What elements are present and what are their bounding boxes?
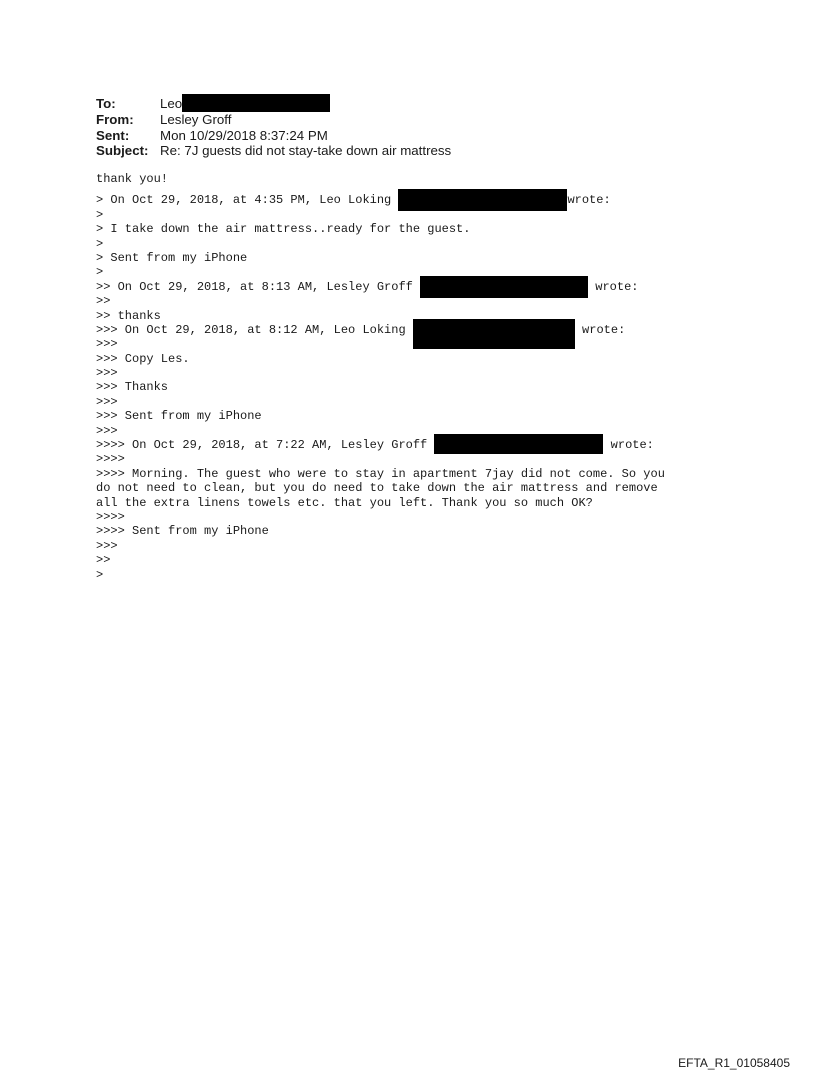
quote-line: > xyxy=(96,265,104,280)
document-id: EFTA_R1_01058405 xyxy=(678,1056,790,1070)
redaction-bar xyxy=(398,189,567,211)
subject-label: Subject: xyxy=(96,143,149,158)
reply-text: thank you! xyxy=(96,172,169,186)
quote-line: >> thanks xyxy=(96,308,161,323)
from-value: Lesley Groff xyxy=(160,112,232,127)
quote-line: >>> xyxy=(96,337,118,352)
quote-line: >>>> xyxy=(96,509,125,524)
quote-line: >>> Sent from my iPhone xyxy=(96,409,262,424)
sent-row xyxy=(96,128,451,144)
subject-value: Re: 7J guests did not stay-take down air mattress xyxy=(160,143,452,158)
from-row xyxy=(96,112,451,128)
quote-line: >> On Oct 29, 2018, at 8:13 AM, Lesley Groff wrote: xyxy=(96,280,736,294)
quote-line: >>> On Oct 29, 2018, at 8:12 AM, Leo Loking wrote: xyxy=(96,323,736,337)
quote-line: >>>> On Oct 29, 2018, at 7:22 AM, Lesley Groff wrote: xyxy=(96,438,736,452)
redaction-bar xyxy=(182,94,330,112)
quote-line: > Sent from my iPhone xyxy=(96,250,248,265)
redaction-bar xyxy=(420,276,588,298)
quote-line: >>>> xyxy=(96,452,125,467)
redaction-bar xyxy=(434,434,603,454)
quote-line: > On Oct 29, 2018, at 4:35 PM, Leo Loking wrote: xyxy=(96,193,736,207)
quote-line: >>> Copy Les. xyxy=(96,351,190,366)
quote-line: >>>> Sent from my iPhone xyxy=(96,524,269,539)
to-value: Leo xyxy=(160,96,183,112)
quote-line: all the extra linens towels etc. that you left. Thank you so much OK? xyxy=(96,495,593,510)
redaction-bar xyxy=(413,319,575,349)
quote-line: >> xyxy=(96,553,111,568)
sent-value: Mon 10/29/2018 8:37:24 PM xyxy=(160,127,328,143)
quote-line: >>>> Morning. The guest who were to stay in apartment 7jay did not come. So you xyxy=(96,466,665,481)
to-label: To: xyxy=(96,96,116,111)
email-header xyxy=(96,96,451,159)
to-row xyxy=(96,96,451,112)
quote-line: > I take down the air mattress..ready for the guest. xyxy=(96,222,471,237)
quote-line: >>> xyxy=(96,538,118,553)
email-body xyxy=(96,172,736,582)
quote-line: > xyxy=(96,207,104,222)
quote-line: do not need to clean, but you do need to take down the air mattress and remove xyxy=(96,481,658,496)
from-label: From: xyxy=(96,112,134,127)
quote-line: >>> Thanks xyxy=(96,380,169,395)
sent-label: Sent: xyxy=(96,127,130,143)
quote-line: >>> xyxy=(96,366,118,381)
subject-row xyxy=(96,143,451,159)
quote-line: >>> xyxy=(96,423,118,438)
quote-line: > xyxy=(96,567,104,582)
quote-line: >>> xyxy=(96,394,118,409)
quote-line: >> xyxy=(96,294,111,309)
quote-line: > xyxy=(96,236,104,251)
